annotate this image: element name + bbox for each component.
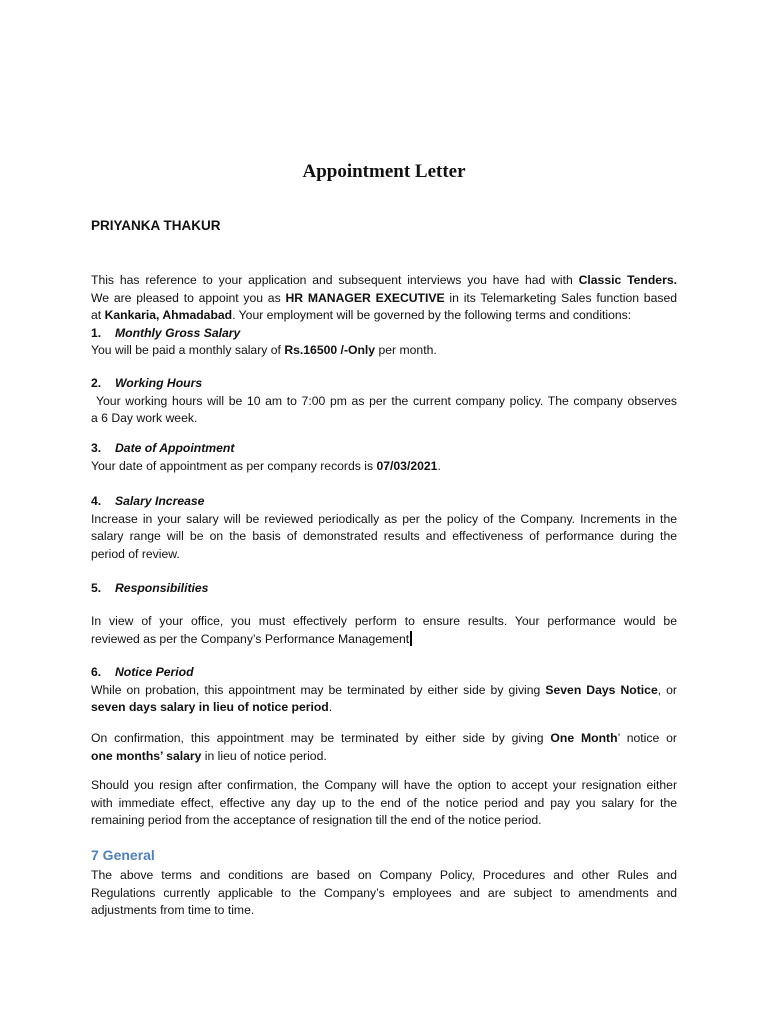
appointment-date-text: Your date of appointment as per company records is 07/03/2021. [91,458,441,473]
position-title: HR MANAGER EXECUTIVE [285,290,445,305]
resignation-paragraph [91,777,677,830]
company-name: Classic Tenders. [578,273,677,287]
working-hours-line-2: a 6 Day work week. [91,411,198,426]
responsibilities-paragraph [91,613,677,648]
section-salary-increase [91,493,677,563]
confirmation-line-1: On confirmation, this appointment may be terminated by either side by giving One Month’ notice or [91,731,677,745]
probation-line-2: seven days salary in lieu of notice period. [91,700,333,715]
section-heading-responsibilities: 5. Responsibilities [91,581,209,595]
salary-increase-line-2: salary range will be on the basis of demonstrated results and effectiveness of performance during the [91,529,677,544]
salary-increase-line-1: Increase in your salary will be reviewed periodically as per the policy of the Company. Increments in the [91,511,677,526]
intro-line-3: at Kankaria, Ahmadabad. Your employment will be governed by the following terms and conditions: [91,308,632,323]
working-hours-line-1: Your working hours will be 10 am to 7:00 pm as per the current company policy. The company observes [96,393,677,408]
recipient-name: PRIYANKA THAKUR [91,218,221,233]
salary-amount: Rs.16500 /-Only [284,343,376,358]
text-cursor [410,631,412,646]
section-heading-working-hours: 2. Working Hours [91,376,203,390]
intro-paragraph [91,272,677,360]
salary-increase-line-3: period of review. [91,546,180,561]
section-heading-salary-increase: 4. Salary Increase [91,494,205,508]
work-location: Kankaria, Ahmadabad [104,308,233,323]
section-responsibilities [91,580,677,598]
section-working-hours [91,375,677,428]
responsibilities-line-1: In view of your office, you must effectively perform to ensure results. Your performance would be [91,614,677,628]
appointment-date: 07/03/2021 [376,458,438,473]
section-heading-salary: 1. Monthly Gross Salary [91,325,241,340]
resignation-line-2: with immediate effect, effective any day up to the end of the notice period and pay you salary for the [91,795,677,810]
intro-line-1: This has reference to your application and subsequent interviews you have had with Classic Tenders. [91,273,677,287]
probation-line-1: While on probation, this appointment may be terminated by either side by giving Seven Days Notice, or [91,682,677,697]
general-line-3: adjustments from time to time. [91,903,255,918]
general-line-2: Regulations currently applicable to the Company’s employees and are subject to amendments and [91,885,677,900]
responsibilities-line-2: reviewed as per the Company’s Performance Management [91,631,677,649]
confirmation-line-2: one months’ salary in lieu of notice period. [91,748,327,763]
section-notice-period [91,664,677,717]
general-line-1: The above terms and conditions are based on Company Policy, Procedures and other Rules and [91,868,677,882]
section-heading-general: 7 General [91,847,155,863]
general-paragraph [91,867,677,920]
resignation-line-1: Should you resign after confirmation, the Company will have the option to accept your resignation either [91,778,677,792]
section-date-of-appointment [91,440,677,475]
confirmation-paragraph [91,730,677,765]
intro-line-2: We are pleased to appoint you as HR MANAGER EXECUTIVE in its Telemarketing Sales function based [91,290,677,305]
document-title: Appointment Letter [302,161,466,182]
section-heading-notice-period: 6. Notice Period [91,665,194,679]
resignation-line-3: remaining period from the acceptance of resignation till the end of the notice period. [91,813,542,828]
section-heading-date: 3. Date of Appointment [91,441,235,455]
salary-text: You will be paid a monthly salary of Rs.16500 /-Only per month. [91,343,437,358]
